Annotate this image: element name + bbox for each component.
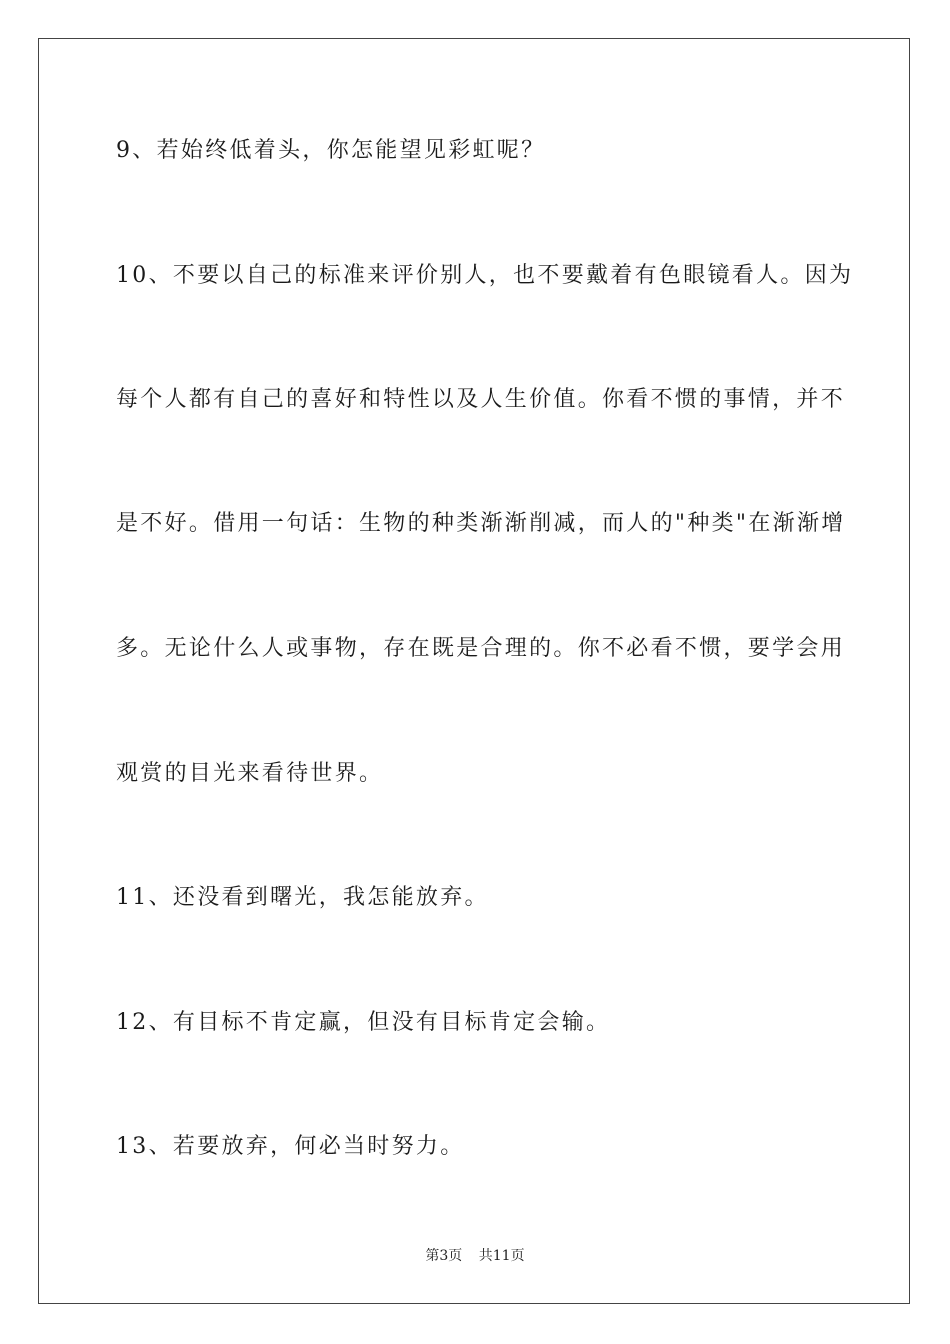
text-line: 11、还没看到曙光，我怎能放弃。 bbox=[116, 885, 489, 910]
page-number: 第3页 bbox=[425, 1248, 463, 1264]
text-line: 是不好。借用一句话：生物的种类渐渐削减，而人的"种类"在渐渐增 bbox=[116, 511, 846, 536]
page-border bbox=[38, 38, 910, 1304]
text-line: 10、不要以自己的标准来评价别人，也不要戴着有色眼镜看人。因为 bbox=[116, 263, 854, 288]
page-footer bbox=[0, 1246, 950, 1266]
text-line: 观赏的目光来看待世界。 bbox=[116, 761, 384, 786]
text-line: 9、若始终低着头，你怎能望见彩虹呢？ bbox=[116, 138, 546, 163]
page-total: 共11页 bbox=[478, 1248, 525, 1264]
text-line: 13、若要放弃，何必当时努力。 bbox=[116, 1134, 465, 1159]
text-line: 多。无论什么人或事物，存在既是合理的。你不必看不惯，要学会用 bbox=[116, 636, 846, 661]
text-line: 每个人都有自己的喜好和特性以及人生价值。你看不惯的事情，并不 bbox=[116, 387, 846, 412]
text-line: 12、有目标不肯定赢，但没有目标肯定会输。 bbox=[116, 1010, 611, 1035]
